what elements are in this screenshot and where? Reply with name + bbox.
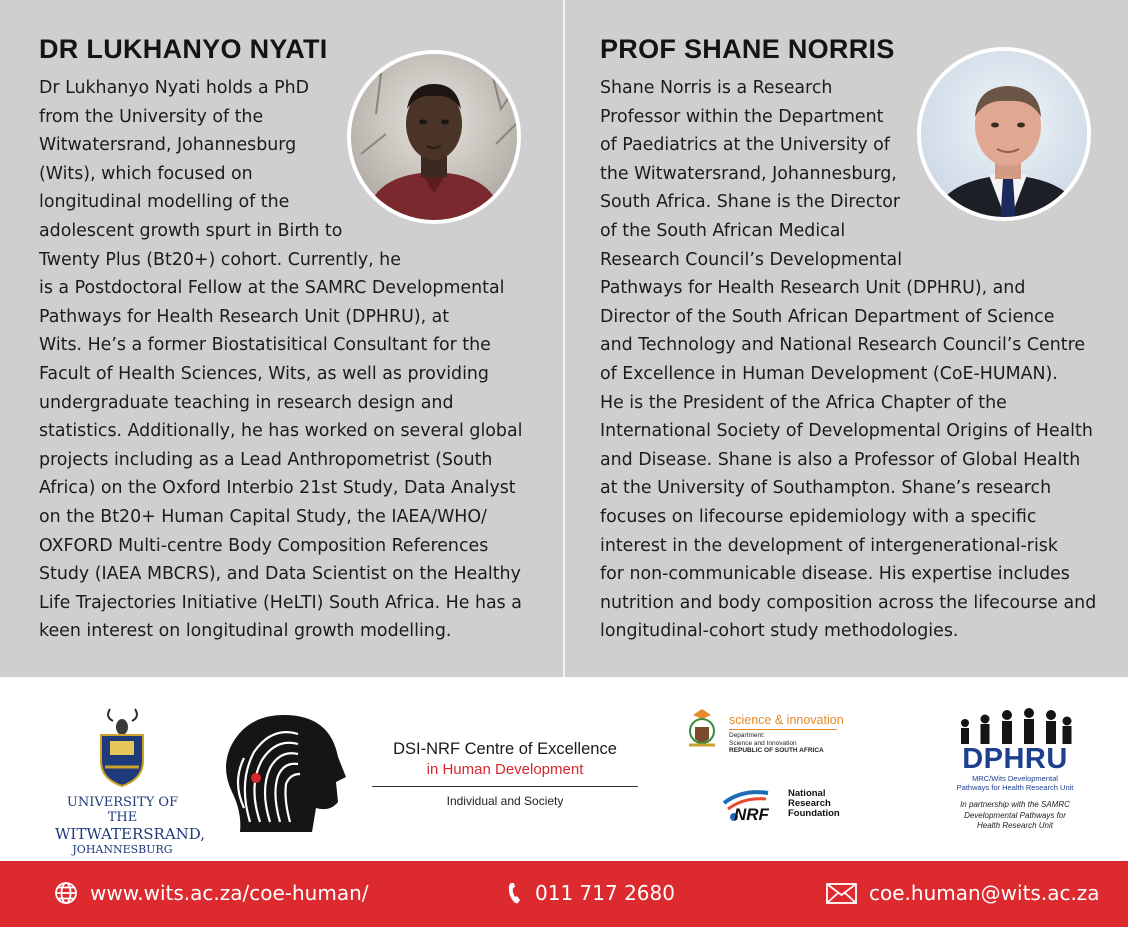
bio-text-line: undergraduate teaching in research design and	[39, 392, 454, 413]
coe-tagline: Individual and Society	[446, 794, 564, 808]
bio-text-line: Witwatersrand, Johannesburg	[39, 135, 297, 156]
mail-icon	[826, 883, 857, 904]
bio-text-line: keen interest on longitudinal growth modelling.	[39, 621, 452, 642]
nrf-logo	[720, 785, 840, 833]
nrf-mark: NRF	[734, 805, 769, 824]
nrf-line1: National	[788, 788, 826, 799]
bio-text-line: International Society of Developmental Origins of Health	[600, 421, 1093, 442]
bio-text-line: is a Postdoctoral Fellow at the SAMRC Developmental	[39, 278, 505, 299]
dsi-line1: Department:	[729, 732, 765, 739]
bio-text-line: Shane Norris is a Research	[600, 78, 833, 98]
globe-icon	[54, 881, 78, 905]
dphru-brand: DPHRU	[962, 743, 1068, 775]
bio-text-line: Pathways for Health Research Unit (DPHRU), and	[600, 278, 1026, 299]
bio-text-line: Professor within the Department	[600, 106, 884, 127]
wits-logo	[55, 707, 206, 856]
bio-text-line: and Technology and National Research Council’s Centre	[600, 335, 1086, 356]
dsi-line3: REPUBLIC OF SOUTH AFRICA	[729, 747, 824, 754]
bio-text-line: for non-communicable disease. His expertise includes	[600, 564, 1070, 585]
bio-text-line: South Africa. Shane is the Director	[600, 192, 901, 213]
bio-text-line: of Paediatrics at the University of	[600, 135, 890, 156]
phone-icon	[507, 881, 523, 905]
fingerprint-head-icon	[220, 712, 350, 834]
dphru-line1: MRC/Wits Developmental	[972, 774, 1058, 783]
right-bio-name: PROF SHANE NORRIS	[600, 34, 895, 64]
wits-line3: JOHANNESBURG	[72, 843, 173, 856]
dphru-logo	[940, 707, 1090, 842]
coe-logo	[220, 712, 640, 837]
bio-text-line: Research Council’s Developmental	[600, 249, 903, 270]
dphru-line2: Pathways for Health Research Unit	[956, 782, 1074, 792]
portrait-shane-norris	[917, 47, 1091, 221]
dphru-partner2: Developmental Pathways for	[964, 810, 1066, 820]
bio-text-line: interest in the development of intergenerational-risk	[600, 535, 1058, 556]
wits-line2: WITWATERSRAND,	[55, 825, 206, 843]
bio-text-line: longitudinal-cohort study methodologies.	[600, 621, 959, 642]
bio-text-line: of Excellence in Human Development (CoE-HUMAN).	[600, 364, 1058, 384]
bio-text-line: Twenty Plus (Bt20+) cohort. Currently, he	[39, 249, 401, 270]
bio-text-line: nutrition and body composition across the lifecourse and	[600, 592, 1097, 613]
bio-text-line: the Witwatersrand, Johannesburg,	[600, 163, 897, 184]
email-address[interactable]: coe.human@wits.ac.za	[869, 881, 1100, 905]
bio-text-line: at the University of Southampton. Shane’s research	[600, 478, 1052, 499]
bio-text-line: OXFORD Multi-centre Body Composition References	[39, 535, 489, 556]
coe-rule	[372, 786, 638, 787]
sa-coat-of-arms-icon	[683, 707, 721, 751]
left-bio-name: DR LUKHANYO NYATI	[39, 34, 328, 64]
column-divider	[563, 0, 565, 677]
phone-number[interactable]: 011 717 2680	[535, 881, 675, 905]
coe-subtitle: in Human Development	[426, 761, 584, 778]
email-contact[interactable]	[826, 881, 1100, 905]
bio-text-line: longitudinal modelling of the	[39, 192, 290, 213]
bio-text-line: from the University of the	[39, 106, 264, 127]
nrf-line3: Foundation	[788, 808, 840, 819]
bio-text-line: Wits. He’s a former Biostatisitical Consultant for the	[39, 335, 491, 356]
website-link[interactable]: www.wits.ac.za/coe-human/	[90, 881, 369, 905]
dphru-partner3: Health Research Unit	[976, 821, 1054, 830]
bio-text-line: Pathways for Health Research Unit (DPHRU), at	[39, 306, 450, 327]
bio-text-line: statistics. Additionally, he has worked on several global	[39, 421, 523, 442]
bio-text-line: and Disease. Shane is also a Professor of Global Health	[600, 449, 1081, 470]
dsi-brand: science & innovation	[729, 713, 844, 727]
bio-text-line: He is the President of the Africa Chapter of the	[600, 392, 1007, 413]
bio-text-line: Africa) on the Oxford Interbio 21st Study, Data Analyst	[39, 478, 516, 499]
wits-line1: UNIVERSITY OF THE	[66, 795, 179, 825]
bio-text-line: projects including as a Lead Anthropometrist (South	[39, 449, 493, 470]
phone-contact[interactable]	[507, 881, 675, 905]
family-figures-icon	[955, 707, 1075, 747]
bio-text-line: Life Trajectories Initiative (HeLTI) South Africa. He has a	[39, 592, 522, 613]
wits-crest-icon	[55, 707, 190, 787]
bio-text-line: adolescent growth spurt in Birth to	[39, 221, 343, 241]
bio-text-line: of the South African Medical	[600, 221, 846, 241]
dsi-line2: Science and Innovation	[729, 739, 797, 747]
logo-strip	[0, 677, 1128, 861]
coe-title: DSI-NRF Centre of Excellence	[393, 740, 617, 758]
website-contact[interactable]	[54, 881, 369, 905]
bio-text-line: Study (IAEA MBCRS), and Data Scientist on the Healthy	[39, 564, 521, 585]
bio-text-line: focuses on lifecourse epidemiology with a specific	[600, 507, 1037, 527]
bio-text-line: (Wits), which focused on	[39, 163, 253, 184]
bio-text-line: Director of the South African Department of Science	[600, 306, 1055, 327]
bio-text-line: Facult of Health Sciences, Wits, as well as providing	[39, 364, 489, 384]
contact-footer	[0, 861, 1128, 927]
dsi-logo	[683, 707, 843, 762]
nrf-line2: Research	[788, 798, 831, 809]
bio-text-line: Dr Lukhanyo Nyati holds a PhD	[39, 78, 310, 98]
dphru-partner1: In partnership with the SAMRC	[960, 800, 1070, 809]
bio-text-line: on the Bt20+ Human Capital Study, the IAEA/WHO/	[39, 507, 487, 527]
portrait-lukhanyo-nyati	[347, 50, 521, 224]
